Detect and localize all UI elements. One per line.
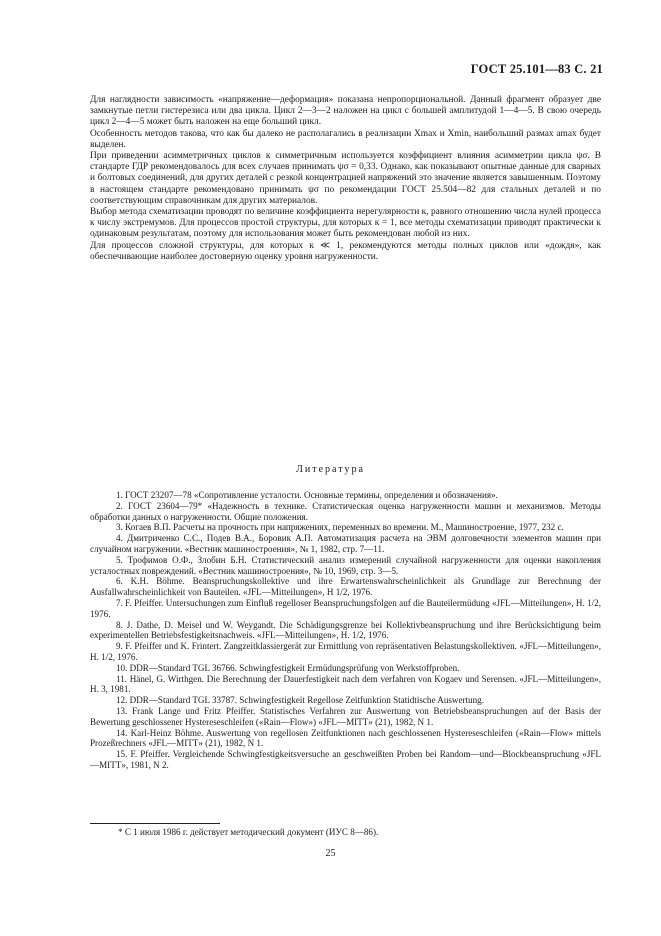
reference-item: 3. Когаев В.П. Расчеты на прочность при напряжениях, переменных во времени. М., Машиностроение, 1977, 232 с. bbox=[116, 522, 564, 533]
paragraph: Выбор метода схематизации проводят по величине коэффициента нерегулярности к, равного отношению числа нулей процесса к числу экстремумов. Для процессов простой структуры, для которых к = 1, все методы схематизации приводят практически к одинаковым результатам, поэтому для использования может быть рекомендован любой из них. bbox=[90, 207, 601, 240]
paragraph: Для процессов сложной структуры, для которых к ≪ 1, рекомендуются методы полных циклов или «дождя», как обеспечивающие наиболее достоверную оценку уровня нагруженности. bbox=[90, 240, 601, 262]
body-text bbox=[90, 95, 601, 263]
reference-item: 5. Трофимов О.Ф., Злобин Б.Н. Статистический анализ измерений случайной нагруженности для оценки накопления усталостных повреждений. «Вестник машиностроения», № 10, 1969, стр. 3—5. bbox=[90, 554, 601, 576]
reference-item: 7. F. Pfeiffer. Untersuchungen zum Einfluß regelloser Beanspruchungsfolgen auf die Bauteilermüdung «JFL—Mitteilungen», H. 1/2, 1976. bbox=[90, 597, 601, 619]
reference-list bbox=[90, 490, 601, 771]
paragraph: Для наглядности зависимость «напряжение—деформация» показана непропорциональной. Данный фрагмент образует две замкнутые петли гистерезиса или два цикла. Цикл 2—3—2 наложен на цикл с большей амплитудой 1—4—5. В свою очередь цикл 2—4—5 может быть наложен на еще больший цикл. bbox=[90, 95, 601, 128]
page-number: 25 bbox=[325, 848, 336, 859]
reference-item: 6. K.H. Böhme. Beanspruchungskollektive und ihre Erwartenswahrscheinlichkeit als Grundlage zur Berechnung der Ausfallwahrscheinlichkeit von Bauteilen. «JFL—Mitteilungen», H 1/2, 1976. bbox=[90, 576, 601, 598]
reference-item: 11. Hänel, G. Wirthgen. Die Berechnung der Dauerfestigkeit nach dem verfahren von Kogaev und Serensen. «JFL—Mitteilungen», H. 3, 1981. bbox=[90, 673, 601, 695]
footnote-divider bbox=[90, 823, 220, 824]
reference-item: 9. F. Pfeiffer und K. Frintert. Zangzeitklassiergerät zur Ermittlung von repräsentativen Belastungskollektiven. «JFL—Mitteilungen», H. 1/2, 1976. bbox=[90, 641, 601, 662]
reference-item: 4. Дмитриченко С.С., Подев В.А., Боровик А.П. Автоматизация расчета на ЭВМ долговечности элементов машин при случайном нагружении. «Вестник машиностроения», № 1, 1982, стр. 7—11. bbox=[90, 533, 601, 554]
reference-item: 10. DDR—Standard TGL 36766. Schwingfestigkeit Ermüdungsprüfung von Werkstoffproben. bbox=[116, 662, 460, 673]
footnote: * С 1 июля 1986 г. действует методический документ (ИУС 8—86). bbox=[118, 827, 379, 837]
paragraph: При приведении асимметричных циклов к симметричным используется коэффициент влияния асимметрии цикла ψσ. В стандарте ГДР рекомендовалось для всех случаев принимать ψσ = 0,33. Однако, как показывают опытные данные для сварных и болтовых соединений, для других деталей с резкой концентрацией напряжений это значение является завышенным. Поэтому в настоящем стандарте рекомендовано принимать ψσ по рекомендации ГОСТ 25.504—82 для стальных деталей и по соответствующим справочникам для других материалов. bbox=[90, 151, 601, 206]
reference-item: 13. Frank Lange und Fritz Pfeiffer. Statistisches Verfahren zur Auswertung von Betriebsbeanspruchungen auf der Basis der Bewertung geschlossener Hystereseschleifen («Rain—Flow») «JFL—MITT» (21), 1982, N 1. bbox=[90, 705, 601, 727]
paragraph: Особенность методов такова, что как бы далеко не располагались в реализации Xmax и Xmin, наибольший размах amax будет выделен. bbox=[90, 128, 601, 150]
reference-item: 12. DDR—Standard TGL 33787. Schwingfestigkeit Regellose Zeitfunktion Statidtische Auswertung. bbox=[116, 695, 484, 706]
reference-item: 8. J. Dathe, D. Meisel und W. Weygandt. Die Schädigungsgrenze bei Kollektivbeanspruchung und ihre Berücksichtigung beim experimentellen Betriebsfestigkeitsnachweis. «JFL—Mitteilungen», H. 1/2, 1976. bbox=[90, 619, 601, 641]
reference-item: 15. F. Pfeiffer. Vergleichende Schwingfestigkeitsversuche an geschweißten Proben bei Random—und—Blockbeanspruchung «JFL—MITT», 1981, N 2. bbox=[90, 749, 601, 770]
reference-item: 2. ГОСТ 23604—79* «Надежность в технике. Статистическая оценка нагруженности машин и механизмов. Методы обработки данных о нагруженности. Общие положения. bbox=[90, 500, 601, 522]
reference-item: 14. Karl-Heinz Böhme. Auswertung von regellosen Zeitfunktionen nach geschlossenen Hystereseschleifen («Rain—Flow» mittels Prozeßrechners «JFL—MITT» (21), 1982, N 1. bbox=[90, 727, 601, 749]
reference-item: 1. ГОСТ 23207—78 «Сопротивление усталости. Основные термины, определения и обозначения». bbox=[116, 490, 498, 500]
literature-title: Литература bbox=[296, 464, 365, 475]
page-header: ГОСТ 25.101—83 С. 21 bbox=[470, 62, 603, 76]
